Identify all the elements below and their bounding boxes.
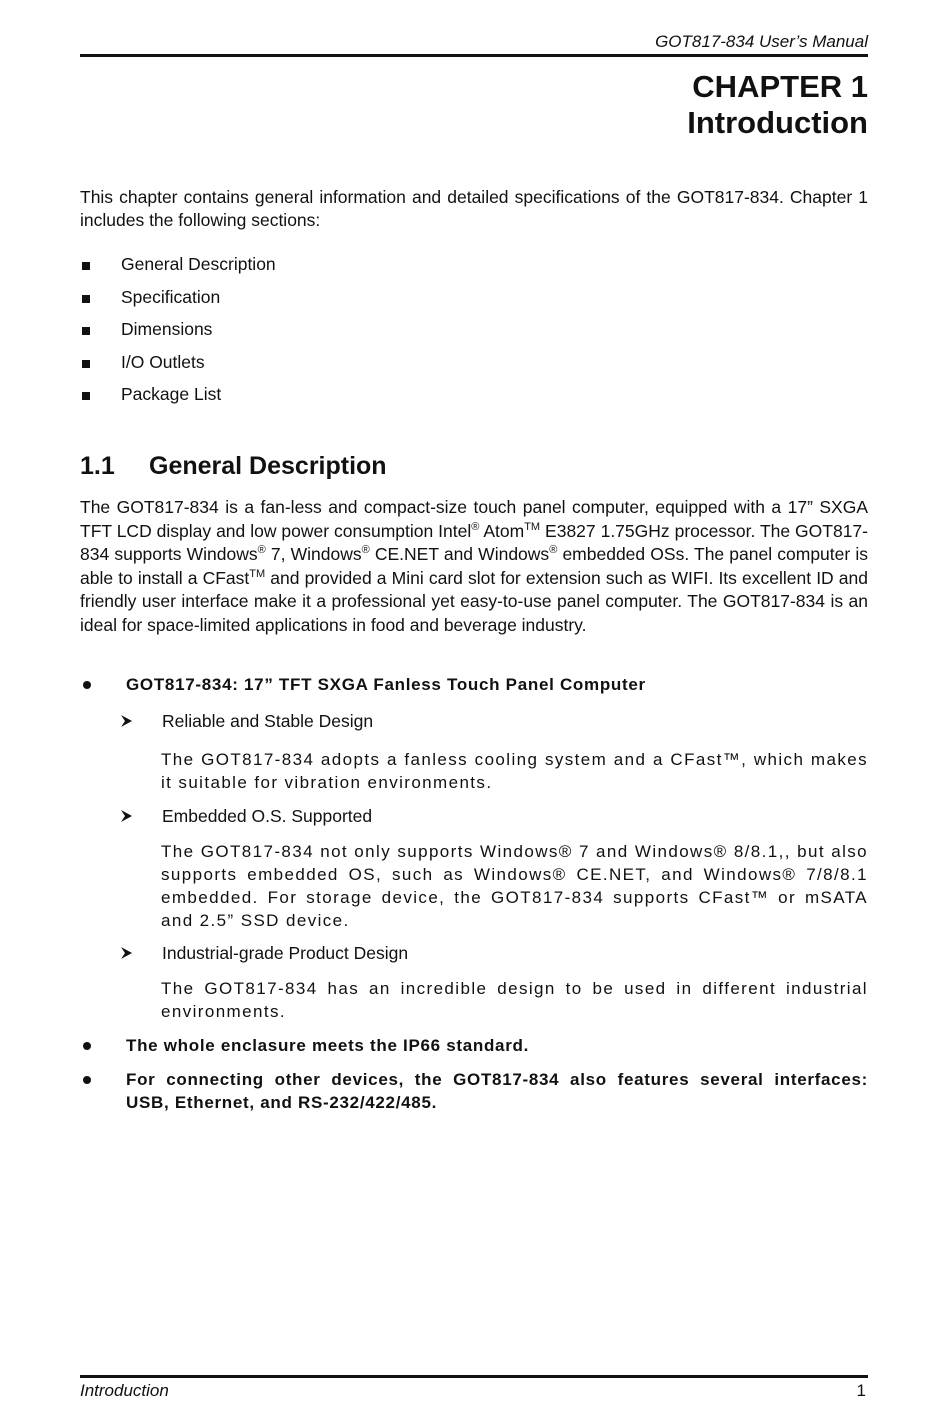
list-item: Dimensions	[80, 319, 860, 352]
feature-description: The GOT817-834 adopts a fanless cooling system and a CFast™, which makes it suitable for vibration environments.	[161, 750, 868, 792]
square-bullet-icon	[82, 262, 90, 270]
list-item: Specification	[80, 287, 860, 320]
feature-heading: GOT817-834: 17” TFT SXGA Fanless Touch Panel Computer	[80, 673, 868, 696]
header-rule	[80, 54, 868, 57]
square-bullet-icon	[82, 392, 90, 400]
feature-description: The GOT817-834 not only supports Windows® 7 and Windows® 8/8.1,, but also supports embedded OS, such as Windows® CE.NET, and Windows® 7/8/8.1 embedded. For storage device, the GOT817-834 supports CFast™ or mSATA and 2.5” SSD device.	[161, 842, 868, 930]
general-description-paragraph: The GOT817-834 is a fan-less and compact-size touch panel computer, equipped with a 17” SXGA TFT LCD display and low power consumption Intel® Atom™ E3827 1.75GHz processor. The GOT817-834 supports Windows® 7, Windows® CE.NET and Windows® embedded OSs. The panel computer is able to install a CFast™ and provided a Mini card slot for extension such as WIFI. Its excellent ID and friendly user interface make it a professional yet easy-to-use panel computer. The GOT817-834 is an ideal for space-limited applications in food and beverage industry.	[80, 497, 869, 635]
square-bullet-icon	[82, 360, 90, 368]
running-header: GOT817-834 User’s Manual	[655, 32, 868, 51]
list-item: I/O Outlets	[80, 352, 860, 385]
footer-rule	[80, 1375, 868, 1378]
feature-description: The GOT817-834 has an incredible design to be used in different industrial environments.	[161, 979, 868, 1021]
list-item: Package List	[80, 384, 860, 417]
list-item: General Description	[80, 254, 860, 287]
round-bullet-icon	[83, 681, 91, 689]
section-number: 1.1	[80, 452, 115, 480]
section-title: General Description	[149, 452, 387, 480]
arrowhead-bullet-icon	[120, 945, 134, 961]
arrowhead-bullet-icon	[120, 713, 134, 729]
square-bullet-icon	[82, 295, 90, 303]
section-list	[80, 254, 860, 417]
square-bullet-icon	[82, 327, 90, 335]
chapter-title: Introduction	[687, 105, 868, 140]
footer-section-name: Introduction	[80, 1381, 169, 1400]
chapter-number: CHAPTER 1	[692, 69, 868, 104]
intro-paragraph: This chapter contains general information and detailed specifications of the GOT817-834. Chapter 1 includes the following sections:	[80, 187, 868, 230]
ip66-bullet: The whole enclasure meets the IP66 standard.	[80, 1034, 868, 1057]
interfaces-bullet: For connecting other devices, the GOT817-834 also features several interfaces: USB, Ethernet, and RS-232/422/485.	[80, 1068, 868, 1114]
round-bullet-icon	[83, 1042, 91, 1050]
round-bullet-icon	[83, 1076, 91, 1084]
arrowhead-bullet-icon	[120, 808, 134, 824]
page-number: 1	[856, 1381, 866, 1400]
manual-page: GOT817-834 User’s Manual CHAPTER 1 Introduction This chapter contains general information and detailed specifications of the GOT817-834. Chapter 1 includes the following sections: General Description Specification Dimensions I/O Outlets Package List 1.1 General Description The GOT817-834 is a fan-less and compact-size touch panel computer, equipped with a 17” SXGA TFT LCD display and low power consumption Intel® Atom™ E3827 1.75GHz processor. The GOT817-834 supports Windows® 7, Windows® CE.NET and Windows® embedded OSs. The panel computer is able to install a CFast™ and provided a Mini card slot for extension such as WIFI. Its excellent ID and friendly user interface make it a professional yet easy-to-use panel computer. The GOT817-834 is an ideal for space-limited applications in food and beverage industry. GOT817-834: 17” TFT SXGA Fanless Touch Panel Computer Reliable and Stable Design The GOT817-834 adopts a fanless cooling system and a CFast™, which makes it suitable for vibration environments. Embedded O.S. Supported The GOT817-834 not only supports Windows® 7 and Windows® 8/8.1,, but also supports embedded OS, such as Windows® CE.NET, and Windows® 7/8/8.1 embedded. For storage device, the GOT817-834 supports CFast™ or mSATA and 2.5” SSD device. Industrial-grade Product Design The GOT817-834 has an incredible design to be used in different industrial environments. The whole enclasure meets the IP66 standard. For connecting other devices, the GOT817-834 also features several interfaces: USB, Ethernet, and RS-232/422/485. Introduction 1	[80, 32, 869, 1400]
